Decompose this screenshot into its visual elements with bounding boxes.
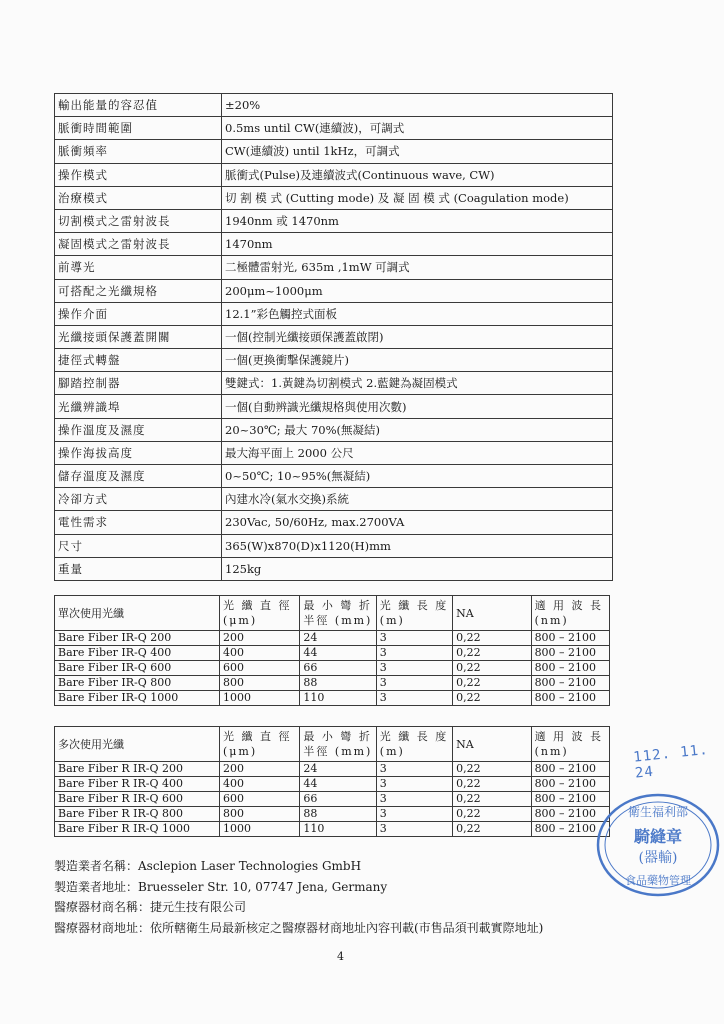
fiber-row	[55, 661, 610, 676]
spec-value: 365(W)x870(D)x1120(H)mm	[222, 534, 613, 557]
spec-row	[55, 140, 613, 163]
fiber-cell: 3	[376, 822, 452, 837]
spec-row	[55, 395, 613, 418]
fiber-header-cell: 多次使用光纖	[55, 727, 220, 762]
footer-info	[54, 856, 543, 938]
seal-stamp	[590, 790, 720, 900]
fiber-cell: 0,22	[453, 631, 531, 646]
spec-label: 切割模式之雷射波長	[55, 209, 222, 232]
spec-value: 二極體雷射光, 635m ,1mW 可調式	[222, 256, 613, 279]
spec-label: 操作介面	[55, 302, 222, 325]
fiber-row	[55, 676, 610, 691]
spec-label: 光纖接頭保護蓋開關	[55, 325, 222, 348]
spec-label: 操作溫度及濕度	[55, 418, 222, 441]
fiber-cell: 0,22	[453, 676, 531, 691]
fiber-cell: 0,22	[453, 661, 531, 676]
spec-row	[55, 94, 613, 117]
spec-value: 200μm~1000μm	[222, 279, 613, 302]
fiber-cell: 600	[219, 661, 299, 676]
spec-row	[55, 349, 613, 372]
spec-value: 125kg	[222, 557, 613, 580]
fiber-row	[55, 631, 610, 646]
fiber-header-cell: 光 纖 長 度 (m)	[376, 596, 452, 631]
spec-row	[55, 441, 613, 464]
fiber-cell: 400	[219, 646, 299, 661]
fiber-cell: Bare Fiber R IR-Q 600	[55, 792, 220, 807]
spec-row	[55, 511, 613, 534]
fiber-cell: 200	[219, 631, 299, 646]
fiber-cell: 800 – 2100	[531, 691, 609, 706]
spec-value: 1470nm	[222, 233, 613, 256]
spec-value: 0.5ms until CW(連續波)，可調式	[222, 117, 613, 140]
fiber-row	[55, 807, 610, 822]
fiber-cell: 200	[219, 762, 299, 777]
fiber-cell: 3	[376, 646, 452, 661]
spec-label: 捷徑式轉盤	[55, 349, 222, 372]
fiber-cell: 3	[376, 631, 452, 646]
fiber-table-header	[55, 596, 610, 631]
spec-row	[55, 163, 613, 186]
fiber-cell: 3	[376, 792, 452, 807]
fiber-cell: 110	[300, 822, 376, 837]
spec-label: 脈衝時間範圍	[55, 117, 222, 140]
spec-value: 雙鍵式：1.黃鍵為切割模式 2.藍鍵為凝固模式	[222, 372, 613, 395]
fiber-header-cell: NA	[453, 596, 531, 631]
fiber-header-cell: NA	[453, 727, 531, 762]
spec-row	[55, 117, 613, 140]
spec-row	[55, 279, 613, 302]
spec-label: 脈衝頻率	[55, 140, 222, 163]
fiber-cell: Bare Fiber R IR-Q 1000	[55, 822, 220, 837]
fiber-cell: 0,22	[453, 822, 531, 837]
fiber-cell: 24	[300, 631, 376, 646]
spec-label: 操作海拔高度	[55, 441, 222, 464]
seal-text-mid1: 騎縫章	[633, 827, 683, 846]
fiber-header-cell: 光 纖 直 徑 (μm)	[219, 727, 299, 762]
spec-label: 前導光	[55, 256, 222, 279]
fiber-cell: 0,22	[453, 777, 531, 792]
fiber-header-cell: 單次使用光纖	[55, 596, 220, 631]
fiber-cell: Bare Fiber IR-Q 600	[55, 661, 220, 676]
seal-text-bottom: 食品藥物管理	[625, 874, 691, 887]
fiber-cell: 88	[300, 676, 376, 691]
spec-row	[55, 186, 613, 209]
spec-value: 最大海平面上 2000 公尺	[222, 441, 613, 464]
spec-label: 冷卻方式	[55, 488, 222, 511]
spec-row	[55, 233, 613, 256]
fiber-cell: 800 – 2100	[531, 822, 609, 837]
fiber-row	[55, 691, 610, 706]
multi-use-fiber-table	[54, 726, 610, 837]
fiber-cell: 800 – 2100	[531, 762, 609, 777]
spec-row	[55, 372, 613, 395]
spec-label: 重量	[55, 557, 222, 580]
fiber-cell: 3	[376, 676, 452, 691]
spec-row	[55, 534, 613, 557]
fiber-table-header	[55, 727, 610, 762]
dealer-name: 醫療器材商名稱：捷元生技有限公司	[54, 900, 247, 914]
spec-value: 12.1”彩色觸控式面板	[222, 302, 613, 325]
manufacturer-name: 製造業者名稱：Asclepion Laser Technologies GmbH	[54, 859, 362, 873]
fiber-row	[55, 762, 610, 777]
fiber-cell: Bare Fiber IR-Q 200	[55, 631, 220, 646]
fiber-header-cell: 光 纖 直 徑 (μm)	[219, 596, 299, 631]
fiber-cell: Bare Fiber R IR-Q 200	[55, 762, 220, 777]
single-use-fiber-table	[54, 595, 610, 706]
spec-value: 20~30℃; 最大 70%(無凝結)	[222, 418, 613, 441]
manufacturer-address: 製造業者地址：Bruesseler Str. 10, 07747 Jena, Germany	[54, 879, 388, 894]
fiber-cell: 0,22	[453, 691, 531, 706]
fiber-header-cell: 最 小 彎 折 半徑 (mm)	[300, 596, 376, 631]
seal-text-mid2: (器輸)	[638, 850, 678, 866]
spec-value: 內建水冷(氣水交換)系統	[222, 488, 613, 511]
spec-value: 脈衝式(Pulse)及連續波式(Continuous wave, CW)	[222, 163, 613, 186]
spec-row	[55, 325, 613, 348]
fiber-cell: 0,22	[453, 792, 531, 807]
spec-value: ±20%	[222, 94, 613, 117]
fiber-cell: 800 – 2100	[531, 661, 609, 676]
dealer-address: 醫療器材商地址：依所轄衛生局最新核定之醫療器材商地址內容刊載(市售品須刊載實際地址)	[54, 920, 544, 935]
spec-label: 輸出能量的容忍值	[55, 94, 222, 117]
spec-label: 光纖辨識埠	[55, 395, 222, 418]
fiber-cell: 800 – 2100	[531, 777, 609, 792]
fiber-cell: 88	[300, 807, 376, 822]
spec-label: 腳踏控制器	[55, 372, 222, 395]
fiber-cell: 0,22	[453, 646, 531, 661]
fiber-cell: 110	[300, 691, 376, 706]
spec-value: 一個(更換衝擊保護鏡片)	[222, 349, 613, 372]
spec-row	[55, 256, 613, 279]
fiber-header-cell: 適 用 波 長 (nm)	[531, 596, 609, 631]
spec-row	[55, 302, 613, 325]
spec-row	[55, 209, 613, 232]
fiber-cell: 66	[300, 792, 376, 807]
fiber-cell: 800 – 2100	[531, 631, 609, 646]
seal-text-top: 衛生福利部	[627, 805, 689, 819]
fiber-cell: 800	[219, 676, 299, 691]
fiber-cell: 600	[219, 792, 299, 807]
fiber-cell: 1000	[219, 691, 299, 706]
spec-value: 230Vac, 50/60Hz, max.2700VA	[222, 511, 613, 534]
fiber-cell: 66	[300, 661, 376, 676]
fiber-cell: 3	[376, 691, 452, 706]
spec-label: 電性需求	[55, 511, 222, 534]
fiber-cell: 3	[376, 661, 452, 676]
fiber-cell: 0,22	[453, 762, 531, 777]
spec-table	[54, 93, 613, 581]
fiber-cell: Bare Fiber IR-Q 800	[55, 676, 220, 691]
fiber-cell: 24	[300, 762, 376, 777]
fiber-row	[55, 792, 610, 807]
fiber-cell: 400	[219, 777, 299, 792]
spec-value: 一個(控制光纖接頭保護蓋啟閉)	[222, 325, 613, 348]
fiber-row	[55, 646, 610, 661]
fiber-row	[55, 777, 610, 792]
fiber-header-cell: 光 纖 長 度 (m)	[376, 727, 452, 762]
spec-row	[55, 557, 613, 580]
spec-value: CW(連續波) until 1kHz，可調式	[222, 140, 613, 163]
spec-row	[55, 418, 613, 441]
fiber-cell: 800 – 2100	[531, 676, 609, 691]
spec-label: 操作模式	[55, 163, 222, 186]
fiber-cell: Bare Fiber R IR-Q 800	[55, 807, 220, 822]
fiber-cell: 3	[376, 777, 452, 792]
fiber-row	[55, 822, 610, 837]
fiber-cell: 800	[219, 807, 299, 822]
fiber-cell: 800 – 2100	[531, 807, 609, 822]
spec-row	[55, 465, 613, 488]
fiber-cell: Bare Fiber IR-Q 400	[55, 646, 220, 661]
spec-label: 可搭配之光纖規格	[55, 279, 222, 302]
spec-label: 凝固模式之雷射波長	[55, 233, 222, 256]
fiber-header-cell: 最 小 彎 折 半徑 (mm)	[300, 727, 376, 762]
spec-value: 1940nm 或 1470nm	[222, 209, 613, 232]
spec-value: 切 割 模 式 (Cutting mode) 及 凝 固 模 式 (Coagulation mode)	[222, 186, 613, 209]
fiber-cell: Bare Fiber R IR-Q 400	[55, 777, 220, 792]
spec-value: 0~50℃; 10~95%(無凝結)	[222, 465, 613, 488]
spec-label: 治療模式	[55, 186, 222, 209]
fiber-cell: Bare Fiber IR-Q 1000	[55, 691, 220, 706]
fiber-cell: 3	[376, 762, 452, 777]
fiber-cell: 800 – 2100	[531, 646, 609, 661]
fiber-cell: 44	[300, 646, 376, 661]
fiber-header-cell: 適 用 波 長 (nm)	[531, 727, 609, 762]
fiber-cell: 0,22	[453, 807, 531, 822]
fiber-cell: 1000	[219, 822, 299, 837]
spec-row	[55, 488, 613, 511]
spec-label: 儲存溫度及濕度	[55, 465, 222, 488]
spec-label: 尺寸	[55, 534, 222, 557]
spec-value: 一個(自動辨識光纖規格與使用次數)	[222, 395, 613, 418]
fiber-cell: 3	[376, 807, 452, 822]
stamp-date: 112. 11. 24	[632, 741, 710, 782]
fiber-cell: 44	[300, 777, 376, 792]
fiber-cell: 800 – 2100	[531, 792, 609, 807]
page-number: 4	[337, 950, 344, 963]
